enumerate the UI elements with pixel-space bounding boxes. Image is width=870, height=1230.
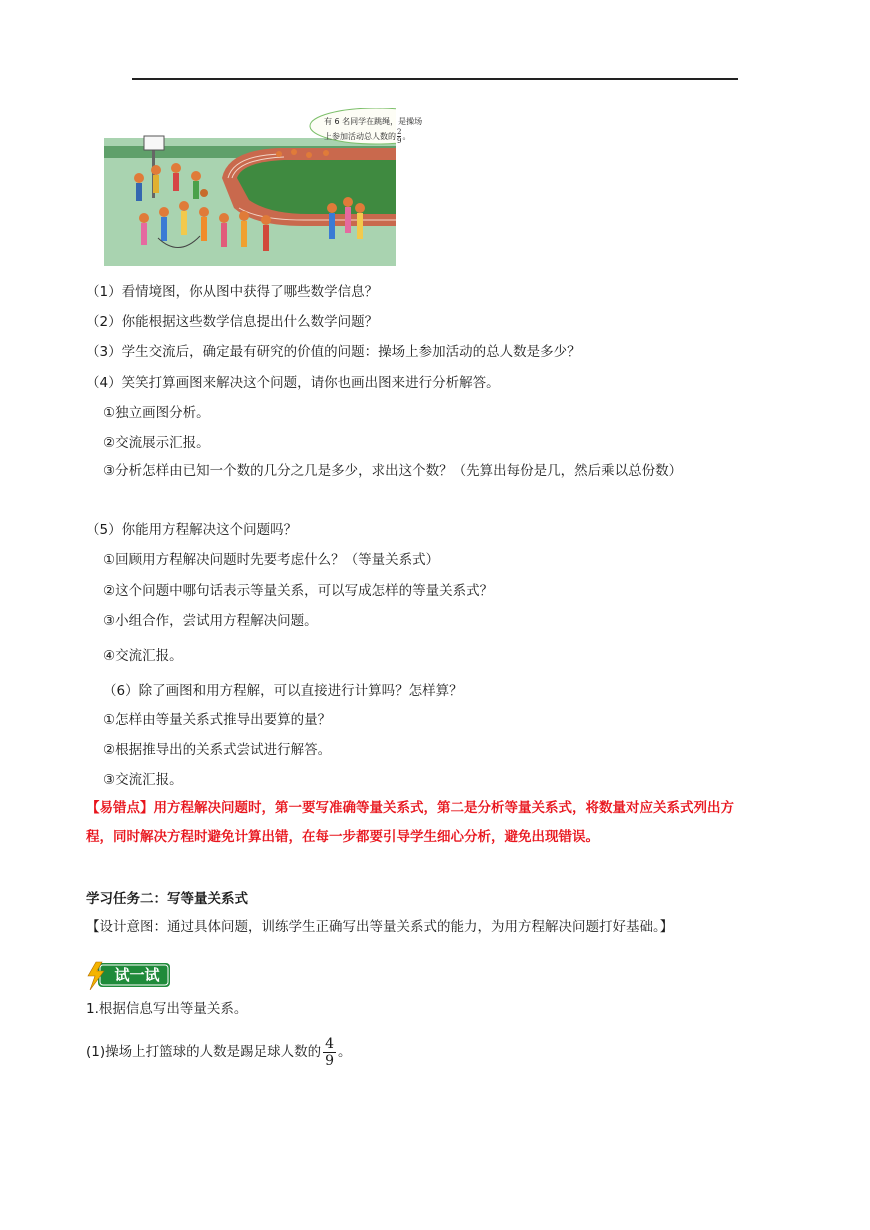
question-6-step-3: ③交流汇报。 bbox=[103, 772, 183, 788]
question-1: （1）看情境图，你从图中获得了哪些数学信息？ bbox=[86, 284, 379, 300]
question-2: （2）你能根据这些数学信息提出什么数学问题？ bbox=[86, 314, 379, 330]
speech-bubble: 有 6 名同学在跳绳，是操场 上参加活动总人数的 $\frac{2}{9}$。 bbox=[324, 117, 423, 145]
question-4-step-1: ①独立画图分析。 bbox=[103, 405, 210, 421]
question-5-step-2: ②这个问题中哪句话表示等量关系，可以写成怎样的等量关系式？ bbox=[103, 583, 494, 599]
error-prone-note: 【易错点】用方程解决问题时，第一要写准确等量关系式，第二是分析等量关系式，将数量对应关系式列出方程，同时解决方程时避免计算出错，在每一步都要引导学生细心分析，避免出现错误。 bbox=[86, 800, 734, 845]
bubble-line-1: 有 6 名同学在跳绳，是操场 bbox=[324, 117, 423, 126]
question-4-step-2: ②交流展示汇报。 bbox=[103, 435, 210, 451]
question-6-step-2: ②根据推导出的关系式尝试进行解答。 bbox=[103, 742, 332, 758]
exercise-instruction: 1.根据信息写出等量关系。 bbox=[86, 1001, 248, 1017]
question-5-step-1: ①回顾用方程解决问题时先要考虑什么？（等量关系式） bbox=[103, 552, 440, 568]
bubble-line-2: 上参加活动总人数的 bbox=[324, 132, 396, 141]
exercise-item-1-text: (1)操场上打篮球的人数是踢足球人数的 bbox=[86, 1044, 322, 1060]
design-intent: 【设计意图：通过具体问题，训练学生正确写出等量关系式的能力，为用方程解决问题打好基础。】 bbox=[86, 919, 674, 935]
question-4: （4）笑笑打算画图来解决这个问题，请你也画出图来进行分析解答。 bbox=[86, 375, 500, 391]
task-2-title: 学习任务二：写等量关系式 bbox=[86, 891, 248, 907]
question-4-step-3: ③分析怎样由已知一个数的几分之几是多少，求出这个数？（先算出每份是几，然后乘以总份数） bbox=[103, 463, 683, 479]
try-it-label: 试一试 bbox=[114, 966, 160, 984]
fraction-four-ninths: $\frac{4}{9}$ bbox=[325, 1035, 335, 1069]
question-3: （3）学生交流后，确定最有研究的价值的问题：操场上参加活动的总人数是多少？ bbox=[86, 344, 581, 360]
question-6-step-1: ①怎样由等量关系式推导出要算的量？ bbox=[103, 712, 332, 728]
bubble-fraction: $\frac{2}{9}$ bbox=[397, 128, 402, 145]
exercise-item-1: (1)操场上打篮球的人数是踢足球人数的 $\frac{4}{9}$ 。 bbox=[86, 1035, 352, 1069]
question-5-step-3: ③小组合作，尝试用方程解决问题。 bbox=[103, 613, 318, 629]
question-5: （5）你能用方程解决这个问题吗？ bbox=[86, 522, 298, 538]
header-rule bbox=[132, 78, 738, 80]
question-6: （6）除了画图和用方程解，可以直接进行计算吗？怎样算？ bbox=[103, 683, 463, 699]
question-5-step-4: ④交流汇报。 bbox=[103, 648, 183, 664]
